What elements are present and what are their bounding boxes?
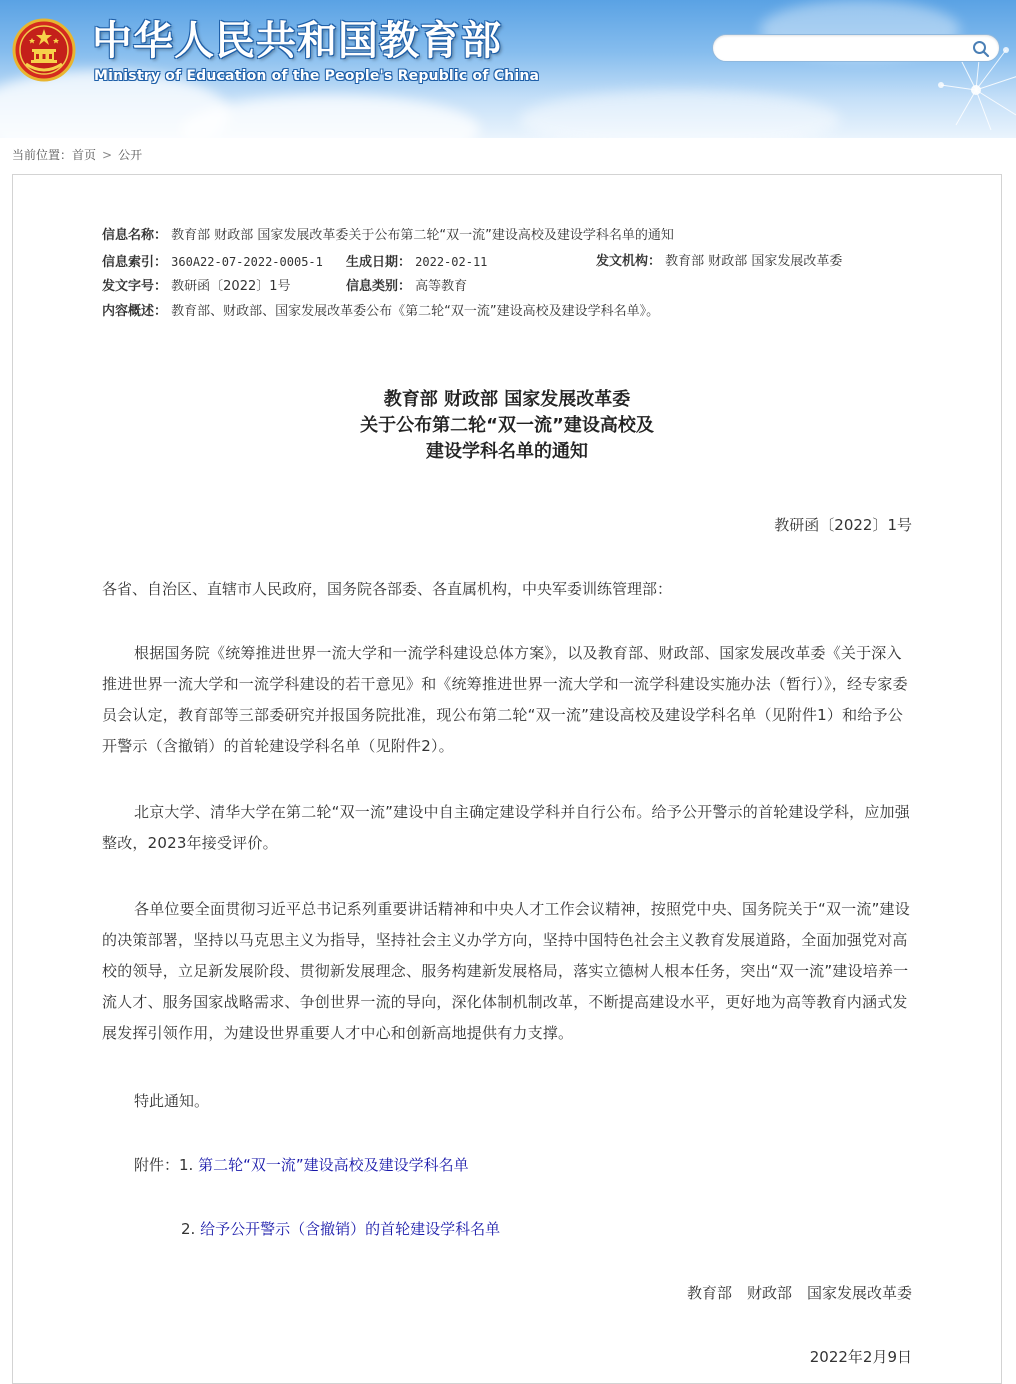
meta-value-docno: 教研函〔2022〕1号 (171, 279, 291, 294)
document-number: 教研函〔2022〕1号 (774, 516, 912, 534)
closing-text: 特此通知。 (134, 1092, 210, 1110)
title-line: 教育部 财政部 国家发展改革委 (383, 389, 631, 410)
breadcrumb-home-link[interactable]: 首页 (72, 148, 97, 162)
site-subtitle: Ministry of Education of the People's Republic of China (94, 68, 540, 84)
breadcrumb-public-link[interactable]: 公开 (118, 148, 143, 162)
attachment-2-link[interactable]: 给予公开警示（含撤销）的首轮建设学科名单 (200, 1220, 501, 1238)
meta-row-summary (102, 302, 659, 322)
meta-row-index (102, 252, 323, 272)
meta-row-category (346, 277, 467, 297)
breadcrumb-label: 当前位置： (12, 148, 73, 162)
meta-value-date: 2022-02-11 (415, 255, 488, 269)
site-header (0, 0, 1016, 138)
meta-value-issuer: 教育部 财政部 国家发展改革委 (665, 254, 843, 269)
body-paragraph: 北京大学、清华大学在第二轮“双一流”建设中自主确定建设学科并自行公布。给予公开警示的首轮建设学科，应加强整改，2023年接受评价。 (102, 803, 910, 852)
title-line: 建设学科名单的通知 (426, 441, 588, 462)
cloud-decoration (520, 90, 840, 138)
meta-label: 信息类别： (346, 279, 412, 294)
attachments-label: 附件： (134, 1156, 180, 1174)
signature: 教育部 财政部 国家发展改革委 (686, 1284, 912, 1302)
document-title (12, 387, 1002, 465)
meta-value-category: 高等教育 (415, 279, 468, 294)
meta-row-issuer (596, 252, 842, 272)
meta-value-name: 教育部 财政部 国家发展改革委关于公布第二轮“双一流”建设高校及建设学科名单的通知 (171, 228, 674, 243)
search-icon[interactable] (971, 39, 991, 59)
document-date: 2022年2月9日 (809, 1348, 912, 1366)
salutation: 各省、自治区、直辖市人民政府，国务院各部委、各直属机构，中央军委训练管理部： (102, 580, 673, 598)
meta-label: 生成日期： (346, 255, 412, 270)
meta-row-docno (102, 277, 291, 297)
body-paragraph: 各单位要全面贯彻习近平总书记系列重要讲话精神和中央人才工作会议精神，按照党中央、国务院关于“双一流”建设的决策部署，坚持以马克思主义为指导，坚持社会主义办学方向，坚持中国特色社会主义教育发展道路，全面加强党对高校的领导，立足新发展阶段、贯彻新发展理念、服务构建新发展格局，落实立德树人根本任务，突出“双一流”建设培养一流人才、服务国家战略需求、争创世界一流的导向，深化体制机制改革，不断提高建设水平，更好地为高等教育内涵式发展发挥引领作用，为建设世界重要人才中心和创新高地提供有力支撑。 (102, 900, 910, 1042)
attachment-1-link[interactable]: 第二轮“双一流”建设高校及建设学科名单 (198, 1156, 469, 1174)
meta-row-name (102, 226, 674, 246)
meta-value-index: 360A22-07-2022-0005-1 (171, 255, 323, 269)
attachment-2 (181, 1214, 500, 1245)
meta-row-date (346, 252, 487, 272)
attachment-number: 2. (181, 1220, 201, 1238)
national-emblem-icon[interactable] (12, 18, 76, 82)
search-box (712, 34, 1000, 62)
body-paragraph: 根据国务院《统筹推进世界一流大学和一流学科建设总体方案》，以及教育部、财政部、国家发展改革委《关于深入推进世界一流大学和一流学科建设的若干意见》和《统筹推进世界一流大学和一流学科建设实施办法（暂行）》，经专家委员会认定，教育部等三部委研究并报国务院批准，现公布第二轮“双一流”建设高校及建设学科名单（见附件1）和给予公开警示（含撤销）的首轮建设学科名单（见附件2）。 (102, 644, 908, 755)
meta-value-summary: 教育部、财政部、国家发展改革委公布《第二轮“双一流”建设高校及建设学科名单》。 (171, 304, 660, 319)
meta-label: 发文机构： (596, 254, 662, 269)
title-line: 关于公布第二轮“双一流”建设高校及 (360, 415, 654, 436)
meta-label: 内容概述： (102, 304, 168, 319)
breadcrumb-separator: > (102, 148, 113, 162)
cloud-decoration (180, 95, 480, 138)
attachment-number: 1. (179, 1156, 199, 1174)
meta-label: 信息索引： (102, 255, 168, 270)
attachment-1 (134, 1150, 469, 1181)
meta-label: 发文字号： (102, 279, 168, 294)
search-input[interactable] (725, 39, 969, 59)
meta-label: 信息名称： (102, 228, 168, 243)
site-title: 中华人民共和国教育部 (92, 18, 502, 64)
breadcrumb (12, 146, 142, 163)
content-panel (12, 174, 1002, 1384)
